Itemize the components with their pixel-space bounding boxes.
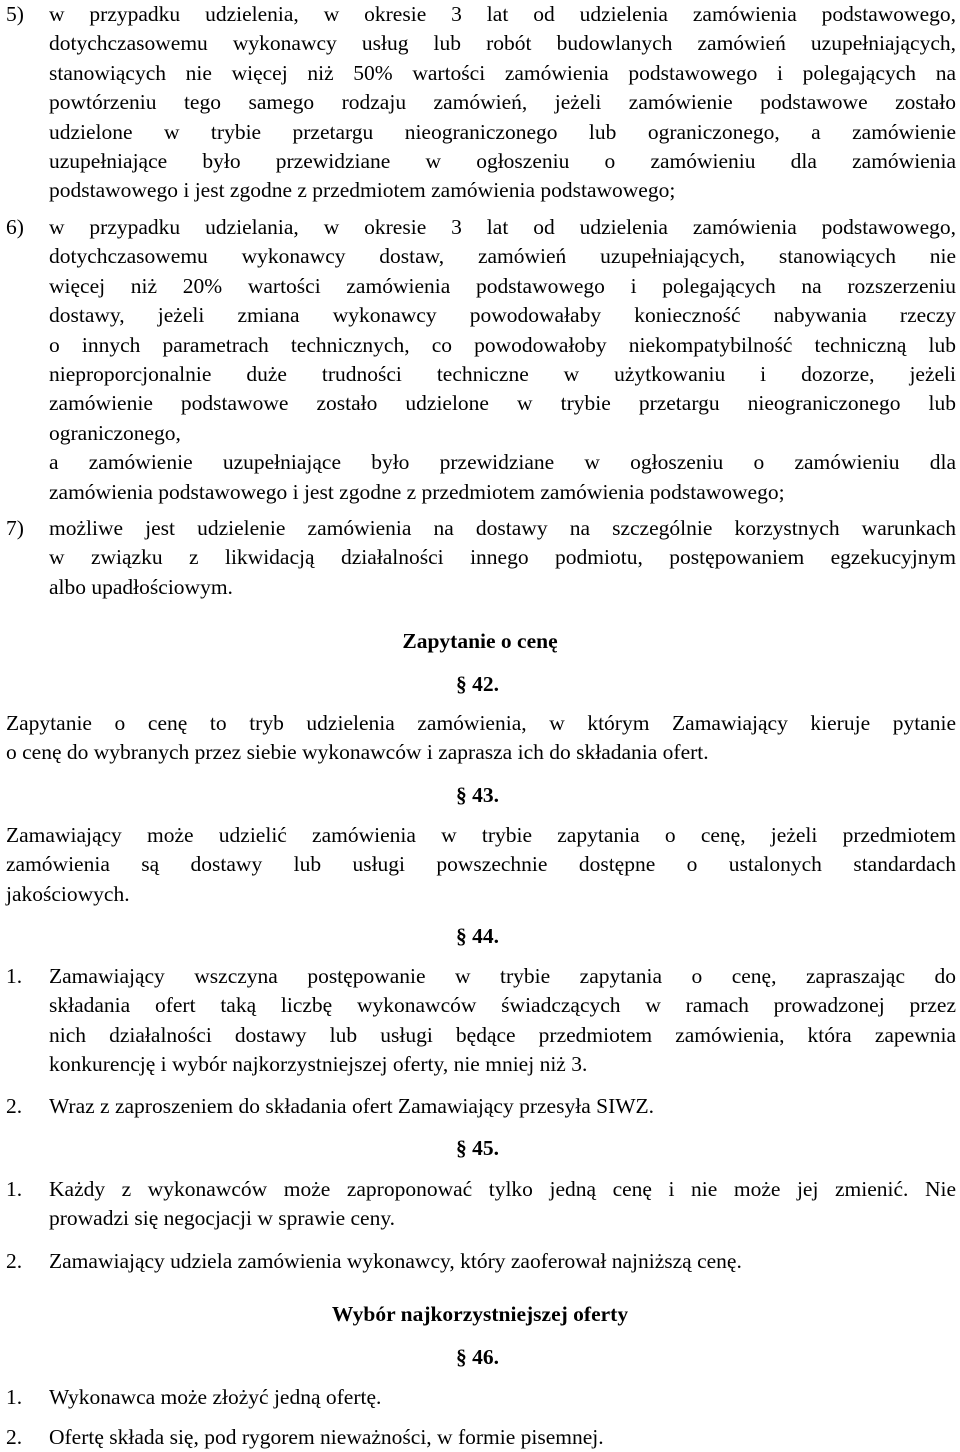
text-line: w przypadku udzielenia, w okresie 3 lat od udzielenia zamówienia podstawowego, — [49, 2, 956, 26]
paragraph-42-text — [6, 709, 956, 768]
text-line: zamówienia podstawowego i jest zgodne z przedmiotem zamówienia podstawowego; — [49, 479, 785, 504]
list-number: 2. — [6, 1094, 23, 1118]
list-item-text — [49, 1423, 956, 1452]
paragraph-number-44: § 44. — [456, 924, 499, 948]
section-heading: Zapytanie o cenę — [402, 629, 558, 653]
text-line: nich działalności dostawy lub usługi będące przedmiotem zamówienia, która zapewnia — [49, 1022, 956, 1047]
list-number: 1. — [6, 1385, 23, 1409]
paragraph-number-42: § 42. — [456, 672, 499, 696]
text-line: dotychczasowemu wykonawcy dostaw, zamówień uzupełniających, stanowiących nie — [49, 244, 956, 269]
list-item-45-1 — [6, 1175, 956, 1234]
list-item-text — [49, 1383, 956, 1412]
list-item-7 — [6, 514, 956, 602]
list-item-text — [49, 213, 956, 507]
list-item-45-2 — [6, 1247, 956, 1276]
list-number: 5) — [6, 2, 24, 26]
paragraph-number-46: § 46. — [456, 1345, 499, 1369]
list-item-text — [49, 1247, 956, 1276]
text-line: Każdy z wykonawców może zaproponować tylko jedną cenę i nie może jej zmienić. Nie — [49, 1177, 956, 1201]
text-line: udzielone w trybie przetargu nieograniczonego lub ograniczonego, a zamówienie — [49, 119, 956, 144]
text-line: zamówienie podstawowe zostało udzielone w trybie przetargu nieograniczonego lub — [49, 391, 956, 416]
text-line: Wykonawca może złożyć jedną ofertę. — [49, 1385, 382, 1409]
section-heading: Wybór najkorzystniejszej oferty — [331, 1302, 629, 1326]
text-line: w związku z likwidacją działalności innego podmiotu, postępowaniem egzekucyjnym — [49, 545, 956, 570]
list-item-46-2 — [6, 1423, 956, 1452]
text-line: Wraz z zaproszeniem do składania ofert Zamawiający przesyła SIWZ. — [49, 1094, 655, 1118]
list-number: 6) — [6, 215, 24, 239]
list-item-44-1 — [6, 962, 956, 1080]
list-number: 1. — [6, 1177, 23, 1201]
list-number: 7) — [6, 516, 24, 540]
text-line: Zamawiający wszczyna postępowanie w trybie zapytania o cenę, zapraszając do — [49, 964, 956, 988]
text-line: więcej niż 20% wartości zamówienia podstawowego i polegających na rozszerzeniu — [49, 273, 956, 298]
text-line: składania ofert taką liczbę wykonawców świadczących w ramach prowadzonej przez — [49, 993, 956, 1018]
paragraph-number-45: § 45. — [456, 1136, 499, 1160]
list-item-text — [49, 514, 956, 602]
text-line: dostawy, jeżeli zmiana wykonawcy powodowałaby konieczność nabywania rzeczy — [49, 303, 956, 328]
list-item-text — [49, 0, 956, 206]
text-line: prowadzi się negocjacji w sprawie ceny. — [49, 1206, 396, 1231]
list-item-6 — [6, 213, 956, 507]
text-line: nieproporcjonalnie duże trudności techniczne w użytkowaniu i dozorze, jeżeli — [49, 362, 956, 387]
text-line: Ofertę składa się, pod rygorem nieważności, w formie pisemnej. — [49, 1425, 604, 1449]
text-line: uzupełniające było przewidziane w ogłoszeniu o zamówieniu dla zamówienia — [49, 149, 956, 174]
text-line: o innych parametrach technicznych, co powodowałoby niekompatybilność techniczną lub — [49, 332, 956, 357]
text-line: w przypadku udzielania, w okresie 3 lat od udzielenia zamówienia podstawowego, — [49, 215, 956, 239]
paragraph-number-43: § 43. — [456, 783, 499, 807]
paragraph-43-text — [6, 821, 956, 909]
text-line: możliwe jest udzielenie zamówienia na dostawy na szczególnie korzystnych warunkach — [49, 516, 956, 540]
text-line: albo upadłościowym. — [49, 574, 233, 599]
list-number: 1. — [6, 964, 23, 988]
list-item-text — [49, 1092, 956, 1121]
list-item-text — [49, 962, 956, 1080]
text-line: jakościowych. — [6, 881, 130, 906]
list-item-44-2 — [6, 1092, 956, 1121]
text-line: o cenę do wybranych przez siebie wykonawców i zaprasza ich do składania ofert. — [6, 740, 709, 765]
list-item-46-1 — [6, 1383, 956, 1412]
text-line: a zamówienie uzupełniające było przewidziane w ogłoszeniu o zamówieniu dla — [49, 450, 956, 475]
text-line: Zapytanie o cenę to tryb udzielenia zamówienia, w którym Zamawiający kieruje pytanie — [6, 711, 956, 735]
text-line: powtórzeniu tego samego rodzaju zamówień, jeżeli zamówienie podstawowe zostało — [49, 90, 956, 115]
list-item-5 — [6, 0, 956, 206]
text-line: stanowiących nie więcej niż 50% wartości zamówienia podstawowego i polegających na — [49, 60, 956, 85]
text-line: dotychczasowemu wykonawcy usług lub robót budowlanych zamówień uzupełniających, — [49, 31, 956, 56]
text-line: konkurencję i wybór najkorzystniejszej oferty, nie mniej niż 3. — [49, 1052, 588, 1077]
list-number: 2. — [6, 1249, 23, 1273]
text-line: podstawowego i jest zgodne z przedmiotem zamówienia podstawowego; — [49, 178, 676, 203]
text-line: ograniczonego, — [49, 420, 181, 445]
text-line: zamówienia są dostawy lub usługi powszechnie dostępne o ustalonych standardach — [6, 852, 956, 877]
text-line: Zamawiający udziela zamówienia wykonawcy, który zaoferował najniższą cenę. — [49, 1249, 742, 1273]
list-item-text — [49, 1175, 956, 1234]
list-number: 2. — [6, 1425, 23, 1449]
text-line: Zamawiający może udzielić zamówienia w trybie zapytania o cenę, jeżeli przedmiotem — [6, 823, 956, 847]
